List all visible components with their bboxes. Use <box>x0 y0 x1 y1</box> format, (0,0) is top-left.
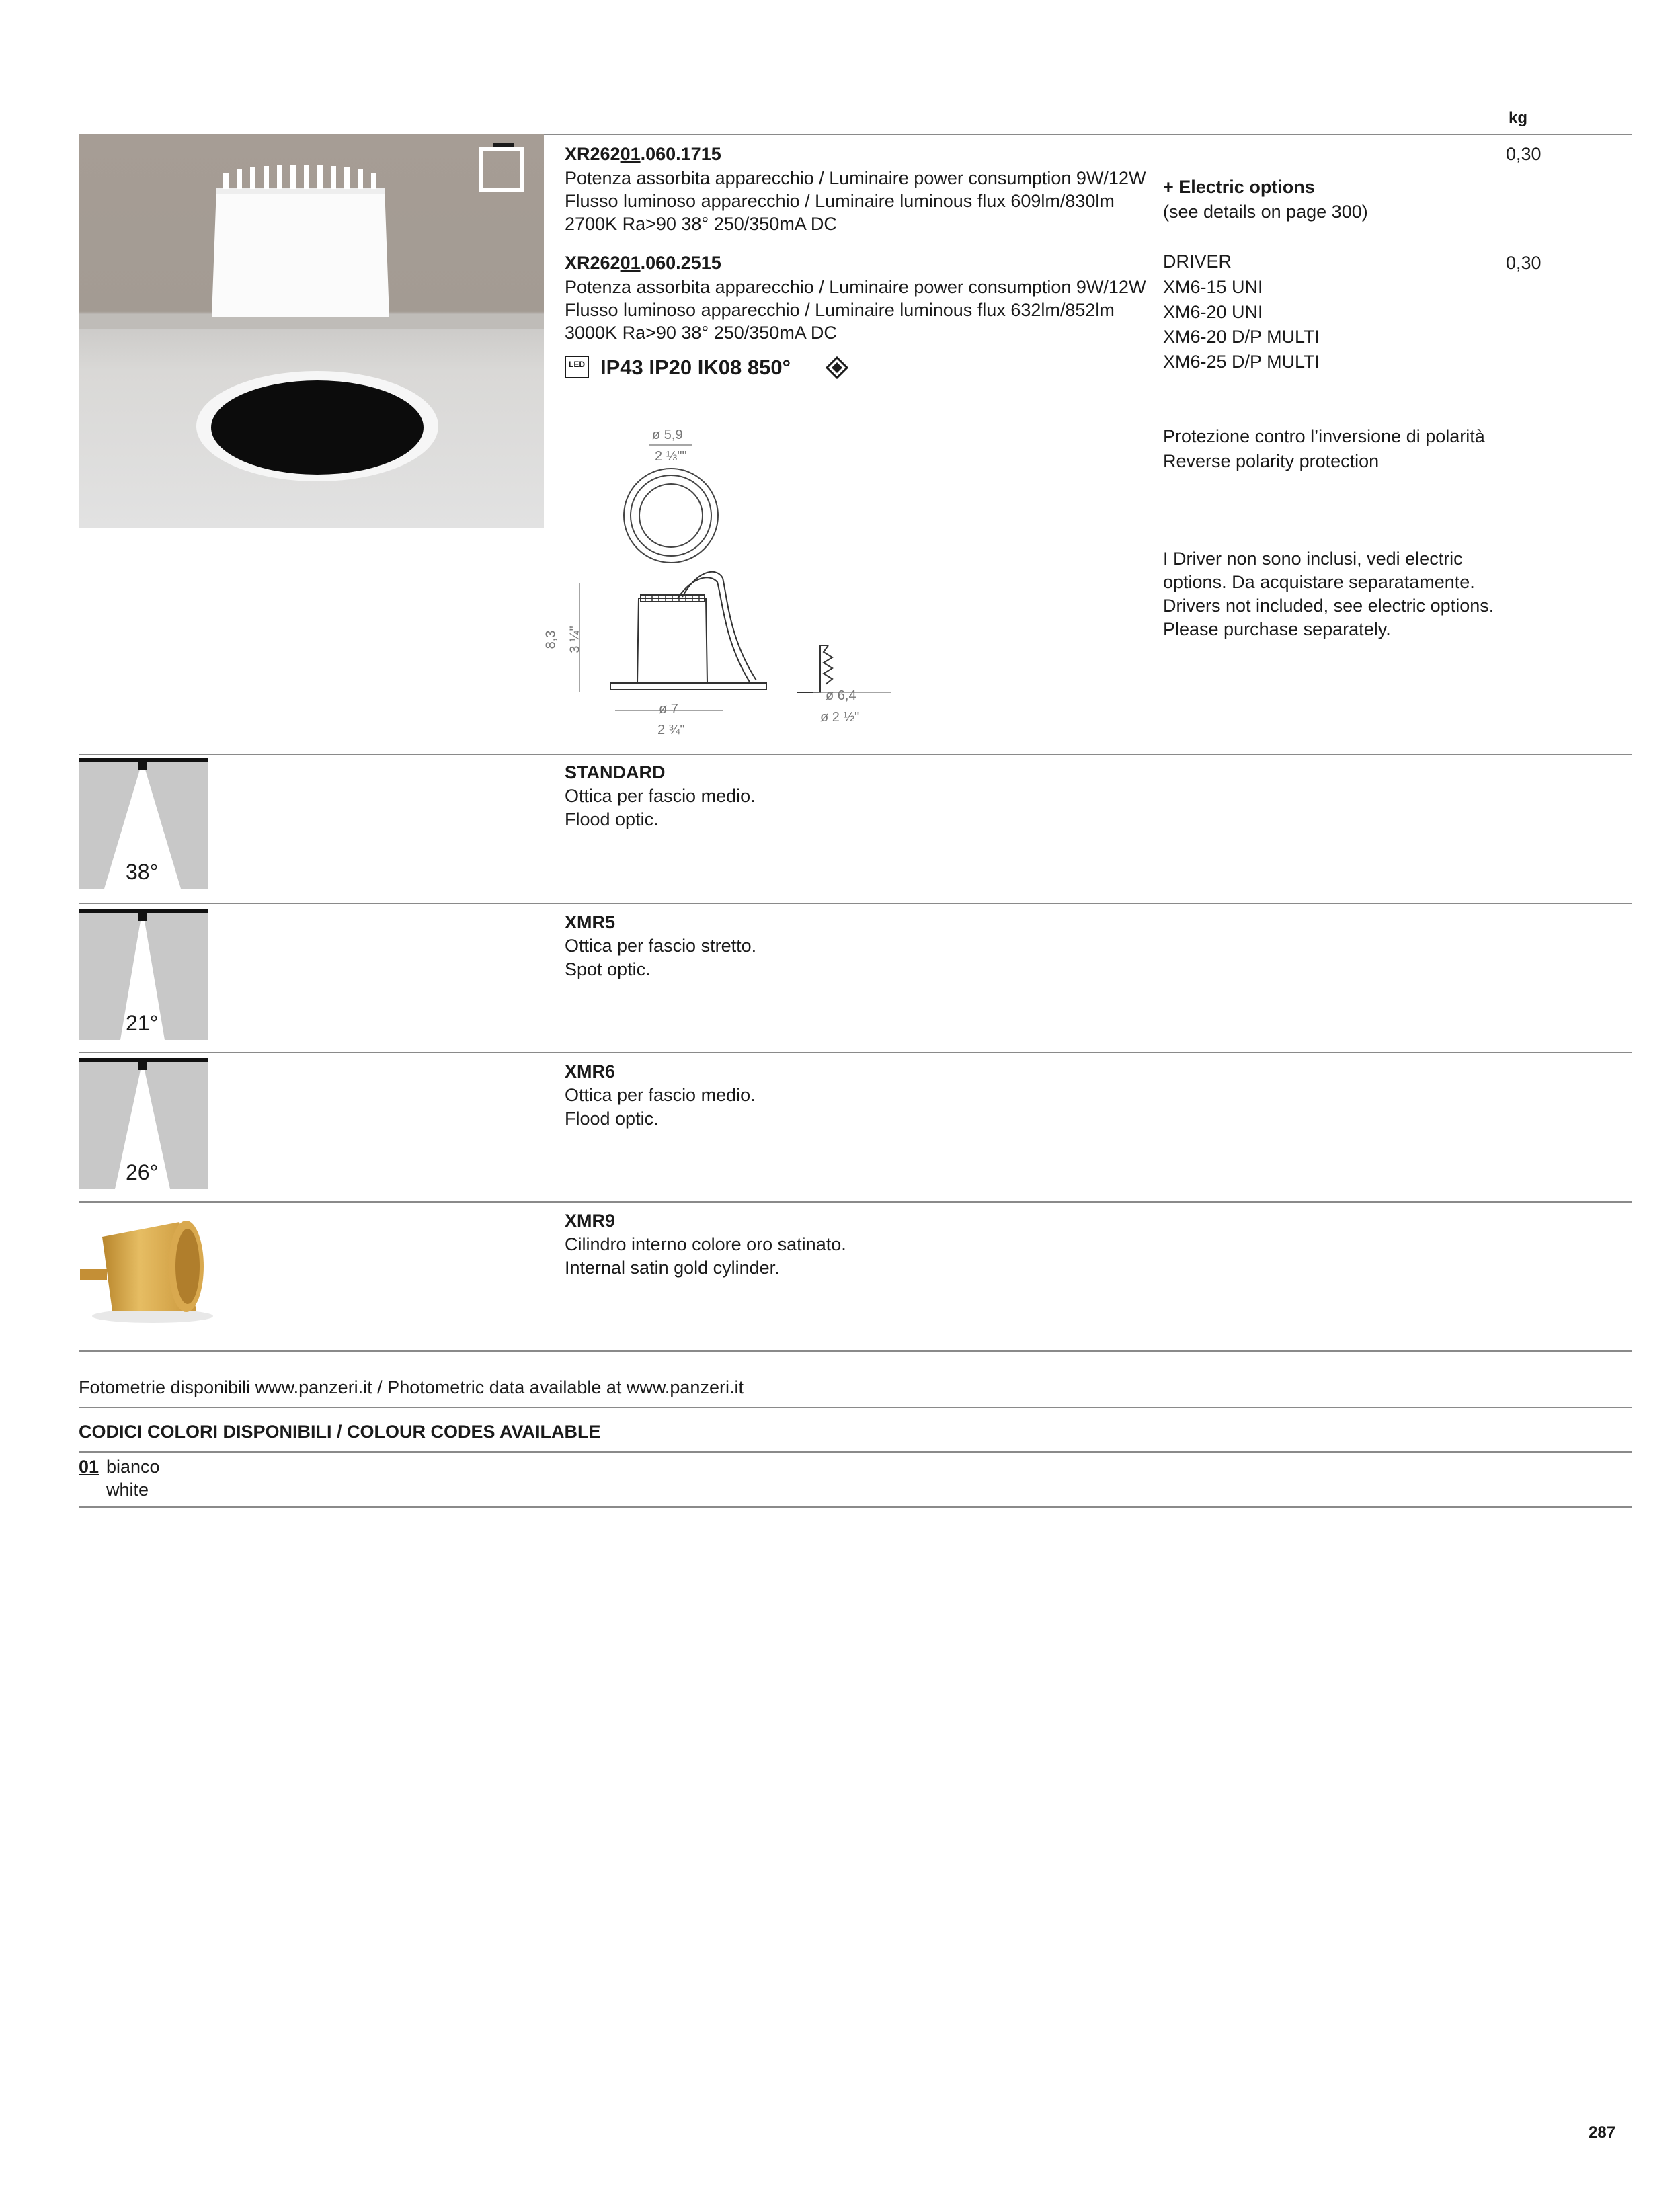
cutout-diameter-in: ø 2 ½" <box>820 710 860 725</box>
variant1-spec: 2700K Ra>90 38° 250/350mA DC <box>565 214 837 234</box>
driver-item: XM6-20 UNI <box>1163 302 1263 322</box>
driver-note: Drivers not included, see electric options. <box>1163 596 1494 616</box>
height-in: 3 ¼" <box>567 626 583 653</box>
driver-item: XM6-20 D/P MULTI <box>1163 327 1320 347</box>
variant1-flux: Flusso luminoso apparecchio / Luminaire luminous flux 609lm/830lm <box>565 191 1115 211</box>
beam-angle-label: 38° <box>126 860 159 884</box>
accessory-desc-en: Internal satin gold cylinder. <box>565 1258 780 1278</box>
accessory-name: XMR5 <box>565 912 616 932</box>
electric-options-see: (see details on page 300) <box>1163 202 1368 222</box>
polarity-it: Protezione contro l’inversione di polarità <box>1163 426 1485 446</box>
accessory-name: XMR9 <box>565 1211 616 1231</box>
variant2-spec: 3000K Ra>90 38° 250/350mA DC <box>565 323 837 343</box>
accessory-desc-it: Cilindro interno colore oro satinato. <box>565 1234 846 1254</box>
divider <box>79 1451 1632 1453</box>
diamond-rating-icon <box>826 356 848 379</box>
divider <box>79 903 1632 904</box>
driver-note: Please purchase separately. <box>1163 619 1391 639</box>
technical-drawing <box>543 417 901 739</box>
divider <box>79 1201 1632 1203</box>
height-mm: 8,3 <box>543 630 559 649</box>
ratings-text: IP43 IP20 IK08 850° <box>600 356 791 379</box>
variant2-weight: 0,30 <box>1506 253 1542 273</box>
driver-label: DRIVER <box>1163 251 1232 272</box>
beam-angle-label: 26° <box>126 1160 159 1184</box>
accessory-desc-it: Ottica per fascio stretto. <box>565 936 757 956</box>
divider <box>79 754 1632 755</box>
led-badge-icon: LED <box>565 356 589 378</box>
colour-name-en: white <box>106 1479 149 1500</box>
beam-diagram <box>79 909 208 1040</box>
variant2-power: Potenza assorbita apparecchio / Luminaire power consumption 9W/12W <box>565 277 1146 297</box>
variant1-weight: 0,30 <box>1506 144 1542 164</box>
driver-note: I Driver non sono inclusi, vedi electric <box>1163 549 1463 569</box>
variant1-power: Potenza assorbita apparecchio / Luminaire power consumption 9W/12W <box>565 168 1146 188</box>
accessory-name: XMR6 <box>565 1061 616 1082</box>
beam-diagram <box>79 1058 208 1189</box>
divider <box>79 1350 1632 1352</box>
accessory-name: STANDARD <box>565 762 666 782</box>
kg-column-label: kg <box>1509 109 1528 127</box>
driver-note: options. Da acquistare separatamente. <box>1163 572 1475 592</box>
accessory-desc-en: Flood optic. <box>565 809 659 829</box>
base-diameter-in: 2 ¾" <box>657 723 685 737</box>
polarity-en: Reverse polarity protection <box>1163 451 1379 471</box>
accessory-desc-en: Spot optic. <box>565 959 651 979</box>
accessory-desc-en: Flood optic. <box>565 1108 659 1129</box>
variant2-code: XR26201.060.2515 <box>565 253 721 273</box>
gold-cylinder-image <box>79 1210 220 1328</box>
divider <box>79 1407 1632 1408</box>
page-number: 287 <box>1589 2123 1616 2142</box>
product-photo <box>79 134 544 528</box>
divider <box>79 1506 1632 1508</box>
colour-name-it: bianco <box>106 1457 160 1477</box>
driver-item: XM6-15 UNI <box>1163 277 1263 297</box>
cutout-diameter-mm: ø 6,4 <box>826 688 856 703</box>
top-diameter-in: 2 ⅓"" <box>655 449 687 464</box>
photometric-note: Fotometrie disponibili www.panzeri.it / Photometric data available at www.panzeri.it <box>79 1377 744 1397</box>
electric-options-title: + Electric options <box>1163 177 1315 197</box>
beam-angle-label: 21° <box>126 1011 159 1035</box>
variant2-flux: Flusso luminoso apparecchio / Luminaire luminous flux 632lm/852lm <box>565 300 1115 320</box>
beam-diagram <box>79 758 208 889</box>
divider <box>79 1052 1632 1053</box>
accessory-desc-it: Ottica per fascio medio. <box>565 1085 756 1105</box>
colour-code: 01 <box>79 1457 99 1477</box>
variant1-code: XR26201.060.1715 <box>565 144 721 164</box>
top-diameter-mm: ø 5,9 <box>652 428 683 442</box>
accessory-desc-it: Ottica per fascio medio. <box>565 786 756 806</box>
base-diameter-mm: ø 7 <box>659 702 678 717</box>
colour-codes-title: CODICI COLORI DISPONIBILI / COLOUR CODES AVAILABLE <box>79 1422 601 1442</box>
driver-item: XM6-25 D/P MULTI <box>1163 352 1320 372</box>
